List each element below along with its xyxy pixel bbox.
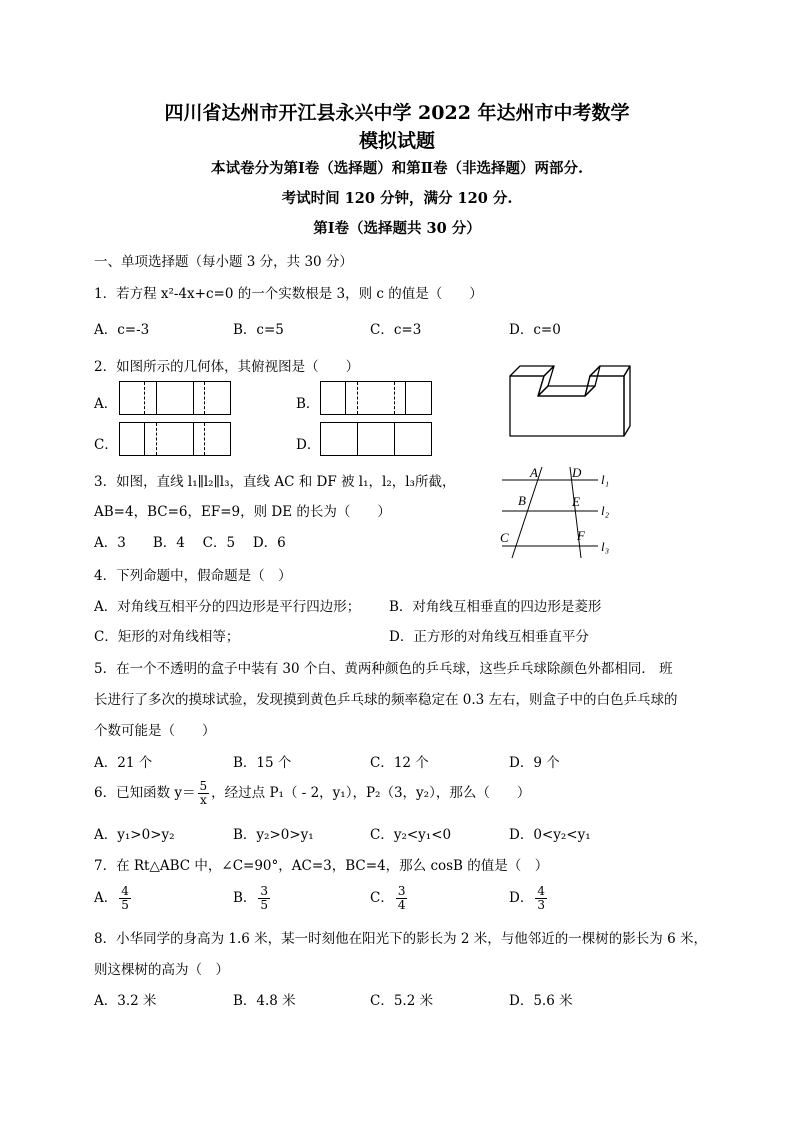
exam-title-line1: 四川省达州市开江县永兴中学 2022 年达州市中考数学 — [164, 102, 630, 124]
q3-text-line2: AB=4，BC=6，EF=9，则 DE 的长为（ ） — [94, 504, 391, 520]
q5-option-d: D．9 个 — [509, 755, 560, 771]
q3-label-f: F — [577, 528, 585, 543]
q3-label-l3: l₃ — [601, 539, 610, 554]
q1-option-c: C．c=3 — [370, 322, 422, 338]
q3-label-d: D — [572, 465, 582, 480]
q6-fraction-den: x — [199, 793, 207, 807]
q2-option-b-figure — [320, 381, 432, 415]
q7-option-d: D． $\frac{4}{3}$ — [509, 884, 545, 912]
q3-parallel-lines-figure — [494, 462, 619, 562]
q4-text: 4．下列命题中，假命题是（ ） — [94, 568, 292, 584]
q4-option-a: A．对角线互相平分的四边形是平行四边形； — [94, 599, 361, 615]
q8-option-b: B．4.8 米 — [233, 993, 296, 1009]
q2-option-a-figure — [119, 381, 231, 415]
q8-text-line1: 8．小华同学的身高为 1.6 米，某一时刻他在阳光下的影长为 2 米，与他邻近的一棵树的影长为 6 米， — [94, 931, 707, 947]
q2-label-a: A． — [94, 396, 118, 412]
q1-option-b: B．c=5 — [233, 322, 284, 338]
q6-option-c: C．y₂<y₁<0 — [370, 827, 452, 843]
q3-label-l2: l₂ — [601, 503, 610, 518]
q2-solid-figure — [506, 362, 634, 442]
q4-option-b: B．对角线互相垂直的四边形是菱形 — [389, 599, 602, 615]
q5-text-line1: 5．在一个不透明的盒子中装有 30 个白、黄两种颜色的乒乓球，这些乒乓球除颜色外都相同． 班 — [94, 661, 673, 677]
q1-option-d: D．c=0 — [509, 322, 561, 338]
q6-option-b: B．y₂>0>y₁ — [233, 827, 314, 843]
q5-option-b: B．15 个 — [233, 755, 292, 771]
q2-label-c: C． — [94, 437, 118, 453]
q5-text-line3: 个数可能是（ ） — [94, 723, 216, 739]
q8-text-line2: 则这棵树的高为（ ） — [94, 962, 229, 978]
q7-text: 7．在 Rt△ABC 中，∠C=90°，AC=3，BC=4，那么 cosB 的值是（ ） — [94, 858, 549, 874]
exam-intro-1: 本试卷分为第Ⅰ卷（选择题）和第Ⅱ卷（非选择题）两部分. — [210, 160, 584, 177]
q2-label-b: B． — [296, 396, 320, 412]
q6-text — [94, 778, 530, 808]
q3-label-l1: l₁ — [601, 472, 610, 487]
q4-option-d: D．正方形的对角线互相垂直平分 — [389, 629, 589, 645]
q2-option-d-figure — [320, 422, 432, 456]
q6-fraction — [198, 780, 210, 807]
exam-title-line2: 模拟试题 — [358, 130, 435, 152]
q8-option-c: C．5.2 米 — [370, 993, 434, 1009]
q2-text: 2．如图所示的几何体，其俯视图是（ ） — [94, 359, 360, 375]
part-heading: 第Ⅰ卷（选择题共 30 分） — [313, 220, 481, 237]
q6-option-a: A．y₁>0>y₂ — [94, 827, 175, 843]
q3-options: A．3 B．4 C．5 D．6 — [94, 535, 286, 551]
q5-option-c: C．12 个 — [370, 755, 429, 771]
q7-option-c: C． $\frac{3}{4}$ — [370, 884, 406, 912]
q5-option-a: A．21 个 — [94, 755, 153, 771]
q4-option-c: C．矩形的对角线相等； — [94, 629, 240, 645]
q7-option-b: B． $\frac{3}{5}$ — [233, 884, 269, 912]
q3-label-e: E — [572, 494, 580, 509]
q8-option-d: D．5.6 米 — [509, 993, 573, 1009]
q3-label-b: B — [518, 493, 526, 508]
q6-text-pre: 6．已知函数 y＝ — [94, 785, 196, 801]
q5-text-line2: 长进行了多次的摸球试验，发现摸到黄色乒乓球的频率稳定在 0.3 左右，则盒子中的白色乒乓球的 — [94, 692, 678, 708]
q8-option-a: A．3.2 米 — [94, 993, 157, 1009]
q1-option-a: A．c=-3 — [94, 322, 150, 338]
section-heading: 一、单项选择题（每小题 3 分，共 30 分） — [94, 254, 353, 270]
q6-fraction-num: 5 — [199, 779, 208, 793]
q2-option-c-figure — [119, 422, 231, 456]
q7-option-a: A． $\frac{4}{5}$ — [94, 884, 129, 912]
q3-label-a: A — [530, 465, 538, 480]
q6-option-d: D．0<y₂<y₁ — [509, 827, 591, 843]
q1-text: 1．若方程 x²-4x+c=0 的一个实数根是 3，则 c 的值是（ ） — [94, 286, 483, 302]
q3-text-line1: 3．如图，直线 l₁∥l₂∥l₃，直线 AC 和 DF 被 l₁，l₂，l₃所截， — [94, 474, 456, 490]
q6-text-post: ，经过点 P₁（ - 2，y₁），P₂（3，y₂），那么（ ） — [211, 785, 531, 801]
q2-label-d: D． — [296, 437, 321, 453]
exam-intro-2: 考试时间 120 分钟，满分 120 分. — [281, 190, 513, 207]
q3-label-c: C — [500, 530, 509, 545]
